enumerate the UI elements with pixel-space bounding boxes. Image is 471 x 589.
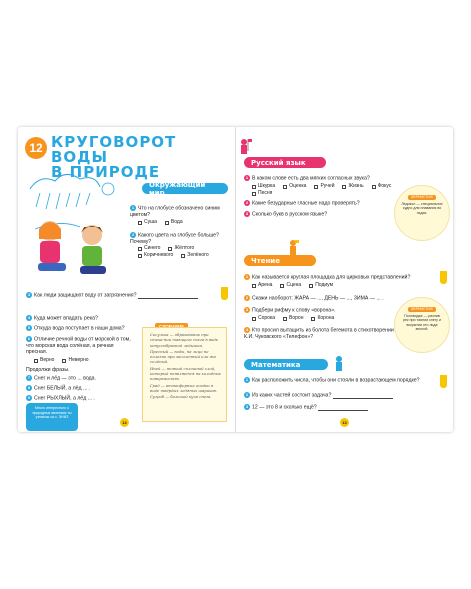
checkbox[interactable] [252,185,256,189]
option-blue[interactable]: Синего [138,245,160,252]
option-false[interactable]: Неверно [62,357,88,364]
question-number: 5 [27,325,31,330]
question-6: 6 Отличие речной воды от морской в том, что морская вода солёная, а речная пресная. [26,336,131,355]
checkbox[interactable] [181,254,185,258]
option-green[interactable]: Зелёного [181,252,208,259]
option-true[interactable]: Верно [34,357,54,364]
lesson-number: 12 [25,137,47,159]
reading-question-4: 4 Кто просил вытащить из болота бегемота в стихотворении К.И. Чуковского «Телефон»? [244,327,394,340]
option[interactable]: Ручей [314,183,334,190]
bookmark-ribbon [221,287,228,300]
bookmark-ribbon [440,271,447,284]
question-8: 8 Снег БЕЛЫЙ, а лёд ... . [27,385,91,392]
right-page [236,127,453,432]
fact-bubble-icebreaker: ВЕРНИСТЬЯ! Ледокол — специальное судно для плавания во льдах. [394,185,450,241]
dictionary-entry: Иней — тонкий сплошной слой, который появляется на холодных поверхностях. [150,365,221,382]
section-banner-russian: Русский язык [244,157,326,168]
answer-line[interactable] [333,394,393,399]
question-number: 4 [27,315,31,320]
question-2-options [138,245,228,259]
question-number: 6 [27,336,31,341]
checkbox[interactable] [62,359,66,363]
russian-question-3: 3 Сколько букв в русском языке? [245,211,328,218]
dictionary-entry: Сосулька — образование при стека-нии тающего снега в виде конусообразной ледышки. [150,332,219,348]
checkbox[interactable] [165,221,169,225]
tip-box: Много интересного о природных явлениях ты узнаешь из с. ЭНИЗ [26,403,78,431]
option[interactable]: Шкурка [252,183,275,190]
checkbox[interactable] [280,284,284,288]
option[interactable]: Жизнь [342,183,363,190]
question-9: 9 Снег РЫХЛЫЙ, а лёд ... . [27,395,95,402]
children-rain-illustration [20,169,125,277]
continue-phrases: Продолжи фразы. [26,367,70,373]
question-4: 4 Куда может впадать река? [27,315,98,322]
dictionary-entry: Сугроб — большой куча снега. [150,394,212,400]
question-6-options [34,357,134,364]
checkbox[interactable] [311,317,315,321]
dictionary-entry: Град — атмосферные осадки в виде твёрдых ледяных шариков. [150,382,218,393]
page-number: 12 [120,418,129,427]
fact-bubble-flood: ВЕРНИСТЬЯ! Половодье — разлив рек при таянии снегу и вскрытии ото льда весной. [394,297,450,353]
question-number: 2 [245,392,249,397]
question-number: 1 [245,274,249,279]
option-water[interactable]: Вода [165,219,183,226]
title-line-2: В ПРИРОДЕ [51,163,161,181]
dictionary-entry: Пресный — воды, на лицо не полезно при засоленный или же солёный. [150,348,217,365]
russian-question-1: 1 В каком слове есть два мягких согласных звука? [245,175,370,182]
question-number: 3 [245,307,249,312]
question-number: 7 [27,375,31,380]
checkbox[interactable] [283,185,287,189]
option[interactable]: Фокус [372,183,392,190]
answer-line[interactable] [318,406,368,411]
option-brown[interactable]: Коричневого [138,252,173,259]
checkbox[interactable] [309,284,313,288]
question-1: 1 Что на глобусе обозначено синим цветом? [130,205,220,218]
page-number: 13 [340,418,349,427]
question-number: 8 [27,385,31,390]
reading-question-3: 3 Подбери рифму к слову «ворона». [245,307,336,314]
question-2: 2 Какого цвета на глобусе больше? Почему? [130,232,219,245]
left-page [18,127,235,432]
math-figure-icon [332,355,346,375]
question-5: 5 Откуда вода поступает в наши дома? [27,325,125,332]
question-number: 1 [245,377,249,382]
flag-icon [238,137,252,159]
reading-question-3-options [252,315,392,322]
checkbox[interactable] [138,221,142,225]
question-number: 2 [245,295,249,300]
section-banner-math: Математика [244,359,328,370]
checkbox[interactable] [342,185,346,189]
checkbox[interactable] [138,247,142,251]
question-number: 3 [245,211,249,216]
question-number: 2 [131,232,135,237]
option[interactable]: Сорока [252,315,275,322]
option[interactable]: Песня [252,190,272,197]
dictionary-box [142,327,227,422]
checkbox[interactable] [372,185,376,189]
option[interactable]: Сцена [280,282,301,289]
math-question-1: 1 Как расположить числа, чтобы они стояли в возрастающем порядке? [245,377,420,384]
title-line-1: КРУГОВОРОТ ВОДЫ [51,133,177,166]
reading-question-1: 1 Как называется круглая площадка для цирковых представлений? [245,274,411,281]
checkbox[interactable] [252,317,256,321]
checkbox[interactable] [283,317,287,321]
question-number: 3 [27,292,31,297]
option-yellow[interactable]: Жёлтого [168,245,194,252]
bookmark-ribbon [440,375,447,388]
reading-question-1-options [252,282,402,289]
reading-question-2: 2 Скажи наоборот: ЖАРА — ..., ДЕНЬ — ..., ЗИМА — ... . [245,295,384,302]
option[interactable]: Корона [311,315,334,322]
question-number: 1 [245,175,249,180]
section-banner-reading: Чтение [244,255,316,266]
checkbox[interactable] [252,284,256,288]
math-question-3: 3 12 — это 8 и сколько ещё? [244,404,444,411]
option[interactable]: Арена [252,282,272,289]
option[interactable]: Ворон [283,315,303,322]
question-number: 9 [27,395,31,400]
question-number: 1 [131,205,135,210]
checkbox[interactable] [34,359,38,363]
book-spread [18,127,453,432]
math-question-2: 2 Из каких частей состоит задача? [244,392,444,399]
question-7: 7 Снег и лёд — это ... вода. [27,375,96,382]
checkbox[interactable] [168,247,172,251]
question-number: 2 [245,200,249,205]
question-number: 3 [245,404,249,409]
answer-line[interactable] [138,294,198,299]
russian-question-2: 2 Какие безударные гласные надо проверять? [245,200,360,207]
option[interactable]: Оценка [283,183,306,190]
question-1-options [138,219,228,226]
question-number: 4 [245,327,249,332]
question-3: 3 Как люди защищают воду от загрязнения? [26,292,216,299]
option[interactable]: Подиум [309,282,333,289]
russian-question-1-options [252,183,392,197]
section-banner-world: Окружающий мир [142,183,228,194]
option-land[interactable]: Суша [138,219,157,226]
checkbox[interactable] [138,254,142,258]
checkbox[interactable] [314,185,318,189]
checkbox[interactable] [252,192,256,196]
